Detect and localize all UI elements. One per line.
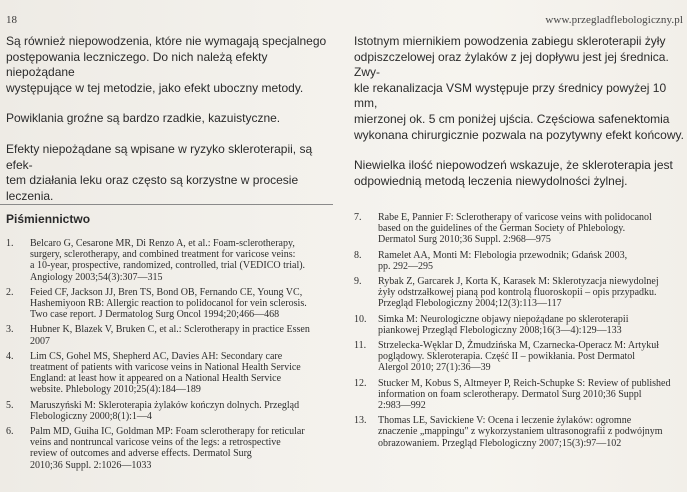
body-paragraph: Efekty niepożądane są wpisane w ryzyko skleroterapii, są efek- tem działania leku oraz często są korzystne w procesie leczenia. bbox=[6, 141, 313, 203]
reference-number: 7. bbox=[354, 212, 362, 223]
references-left-column bbox=[6, 238, 336, 475]
reference-number: 11. bbox=[354, 340, 367, 352]
reference-item bbox=[6, 324, 336, 346]
reference-item bbox=[354, 314, 686, 336]
reference-number: 5. bbox=[6, 399, 14, 411]
reference-item bbox=[6, 351, 336, 396]
body-paragraph: Są również niepowodzenia, które nie wymagają specjalnego postępowania leczniczego. Do nich należą efekty niepożądane występujące w tej metodzie, jako efekt uboczny metody. bbox=[6, 34, 327, 95]
reference-item bbox=[354, 212, 686, 246]
reference-number: 3. bbox=[6, 324, 14, 336]
reference-item bbox=[6, 287, 336, 321]
reference-item bbox=[354, 415, 686, 449]
reference-item bbox=[354, 250, 686, 272]
reference-number: 9. bbox=[354, 276, 362, 288]
site-url: www.przegladflebologiczny.pl bbox=[545, 14, 683, 26]
reference-text: Feied CF, Jackson JJ, Bren TS, Bond OB, Fernando CE, Young VC, Hashemiyoon RB: Allergic reaction to polidocanol for vein sclerosis. Two case report. J Dermatolog Surg Oncol 1994;20;466—468 bbox=[30, 286, 307, 321]
reference-text: Rybak Z, Garcarek J, Korta K, Karasek M: Sklerotyzacja niewydolnej żyły odstrzałkowej pianą pod kontrolą fluoroskopii – opis przypadku. Przegląd Flebologiczny 2004;12(3):113—117 bbox=[378, 276, 659, 310]
right-body-column bbox=[354, 34, 686, 204]
body-paragraph: Niewielka ilość niepowodzeń wskazuje, że skleroterapia jest odpowiednią metodą leczenia niewydolności żylnej. bbox=[354, 158, 673, 188]
page-number: 18 bbox=[6, 14, 17, 26]
reference-item bbox=[6, 426, 336, 471]
reference-item bbox=[6, 400, 336, 422]
reference-text: Rabe E, Pannier F: Sclerotherapy of varicose veins with polidocanol based on the guidelines of the German Society of Phlebology. Dermatol Surg 2010;36 Suppl. 2:968—975 bbox=[378, 212, 652, 246]
reference-text: Maruszyński M: Skleroterapia żylaków kończyn dolnych. Przegląd Flebologiczny 2000;8(1):1—4 bbox=[30, 399, 300, 422]
reference-text: Hubner K, Blazek V, Bruken C, et al.: Sclerotherapy in practice Essen 2007 bbox=[30, 324, 310, 347]
references-heading: Piśmiennictwo bbox=[6, 212, 91, 226]
reference-number: 1. bbox=[6, 238, 14, 249]
reference-item bbox=[354, 378, 686, 412]
reference-item bbox=[354, 276, 686, 310]
body-paragraph: Powiklania groźne są bardzo rzadkie, kazuistyczne. bbox=[6, 111, 281, 126]
reference-number: 10. bbox=[354, 313, 367, 325]
reference-number: 4. bbox=[6, 350, 14, 362]
reference-text: Simka M: Neurologiczne objawy niepożądane po skleroterapii piankowej Przegląd Flebologiczny 2008;16(3—4):129—133 bbox=[378, 313, 629, 336]
left-body-column bbox=[6, 34, 338, 219]
reference-text: Strzelecka-Węklar D, Żmudzińska M, Czarnecka-Operacz M: Artykuł poglądowy. Skleroterapia. Część II – powikłania. Post Dermatol Alergol 2010; 27(1):36—39 bbox=[378, 340, 659, 374]
reference-item bbox=[6, 238, 336, 283]
reference-item bbox=[354, 340, 686, 374]
reference-number: 8. bbox=[354, 249, 362, 261]
reference-text: Stucker M, Kobus S, Altmeyer P, Reich-Schupke S: Review of published information on foam sclerotherapy. Dermatol Surg 2010;36 Suppl 2:983—992 bbox=[378, 377, 671, 412]
reference-number: 13. bbox=[354, 415, 367, 427]
reference-text: Thomas LE, Savickiene V: Ocena i leczenie żylaków: ogromne znaczenie „mappingu" z wykorzystaniem ultrasonografii z podwójnym obrazowaniem. Przegląd Flebologiczny 2007;15(3):97—102 bbox=[378, 415, 663, 449]
reference-text: Lim CS, Gohel MS, Shepherd AC, Davies AH: Secondary care treatment of patients with varicose veins in National Health Service England: at least how it appeared on a National Health Service website. Phlebology 2010;25(4):184—189 bbox=[30, 350, 301, 396]
references-right-column bbox=[354, 212, 686, 453]
reference-number: 6. bbox=[6, 426, 14, 438]
reference-text: Belcaro G, Cesarone MR, Di Renzo A, et al.: Foam-sclerotherapy, surgery, sclerotherapy, and combined treatment for varicose veins: a 10-year, prospective, randomized, controlled, trial (VEDICO trial). Angiology 2003;54(3):307—315 bbox=[30, 238, 306, 283]
body-paragraph: Istotnym miernikiem powodzenia zabiegu skleroterapii żyły odpiszczelowej oraz żylaków z jej dopływu jest jej średnica. Zwy- kle rekanalizacja VSM występuje przy średnicy powyżej 10 mm, mierzonej ok. 5 cm poniżej ujścia. Częściowa safenektomia wykonana chirurgicznie pozwala na pozytywny efekt końcowy. bbox=[354, 34, 684, 142]
reference-text: Ramelet AA, Monti M: Flebologia przewodnik; Gdańsk 2003, pp. 292—295 bbox=[378, 249, 628, 272]
reference-number: 2. bbox=[6, 286, 14, 298]
reference-number: 12. bbox=[354, 377, 367, 389]
reference-text: Palm MD, Guiha IC, Goldman MP: Foam sclerotherapy for reticular veins and nontruncal varicose veins of the legs: a retrospective review of outcomes and adverse effects. Dermatol Surg 2010;36 Suppl. 2:1026—1033 bbox=[30, 426, 305, 471]
